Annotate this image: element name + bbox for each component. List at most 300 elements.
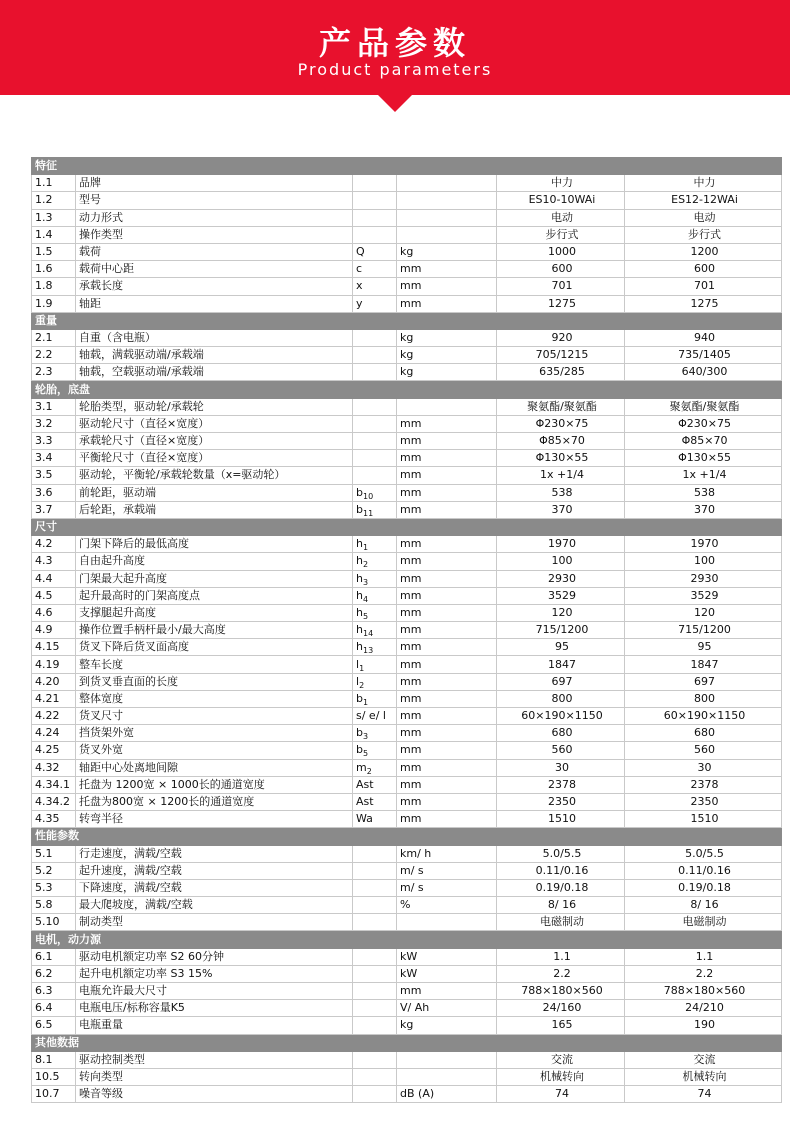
row-unit: mm (397, 622, 497, 639)
table-row (32, 690, 782, 707)
value-model-1: 2378 (497, 776, 625, 793)
value-model-1: 600 (497, 261, 625, 278)
row-label: 起升速度，满载/空载 (76, 862, 353, 879)
row-unit: mm (397, 433, 497, 450)
table-row (32, 553, 782, 570)
table-row (32, 243, 782, 260)
value-model-1: 30 (497, 759, 625, 776)
row-unit: dB (A) (397, 1086, 497, 1103)
row-number: 4.19 (32, 656, 76, 673)
value-model-1: 1510 (497, 811, 625, 828)
row-symbol (353, 862, 397, 879)
value-model-1: 电动 (497, 209, 625, 226)
row-number: 6.5 (32, 1017, 76, 1034)
row-symbol: $h_3$ (353, 570, 397, 587)
row-symbol (353, 965, 397, 982)
table-row (32, 725, 782, 742)
table-row (32, 433, 782, 450)
row-number: 4.4 (32, 570, 76, 587)
value-model-2: 2378 (625, 776, 782, 793)
row-number: 4.34.2 (32, 793, 76, 810)
table-row (32, 467, 782, 484)
value-model-2: 60×190×1150 (625, 708, 782, 725)
row-unit: mm (397, 570, 497, 587)
value-model-1: Φ130×55 (497, 450, 625, 467)
table-row (32, 295, 782, 312)
row-number: 6.4 (32, 1000, 76, 1017)
row-label: 转向类型 (76, 1068, 353, 1085)
section-title: 尺寸 (32, 518, 782, 535)
value-model-1: 中力 (497, 175, 625, 192)
row-number: 5.8 (32, 897, 76, 914)
section-header (32, 828, 782, 845)
row-unit: mm (397, 673, 497, 690)
row-label: 制动类型 (76, 914, 353, 931)
value-model-2: 538 (625, 484, 782, 501)
row-unit: mm (397, 639, 497, 656)
row-unit: mm (397, 587, 497, 604)
row-label: 最大爬坡度，满载/空载 (76, 897, 353, 914)
table-row (32, 587, 782, 604)
section-title: 特征 (32, 158, 782, 175)
row-label: 型号 (76, 192, 353, 209)
value-model-1: 机械转向 (497, 1068, 625, 1085)
section-title: 其他数据 (32, 1034, 782, 1051)
row-symbol: $b_{11}$ (353, 501, 397, 518)
value-model-1: 聚氨酯/聚氨酯 (497, 398, 625, 415)
row-unit: mm (397, 759, 497, 776)
row-label: 行走速度，满载/空载 (76, 845, 353, 862)
value-model-1: 60×190×1150 (497, 708, 625, 725)
row-unit: kW (397, 948, 497, 965)
row-symbol: Ast (353, 776, 397, 793)
row-number: 5.10 (32, 914, 76, 931)
header-banner (0, 0, 790, 95)
row-unit: kg (397, 329, 497, 346)
value-model-2: 560 (625, 742, 782, 759)
table-row (32, 484, 782, 501)
value-model-1: 1000 (497, 243, 625, 260)
row-unit (397, 914, 497, 931)
table-row (32, 398, 782, 415)
row-number: 6.3 (32, 983, 76, 1000)
row-symbol (353, 1068, 397, 1085)
section-title: 电机，动力源 (32, 931, 782, 948)
row-unit: mm (397, 450, 497, 467)
row-label: 电瓶电压/标称容量K5 (76, 1000, 353, 1017)
row-number: 4.2 (32, 536, 76, 553)
value-model-1: 370 (497, 501, 625, 518)
row-unit: mm (397, 553, 497, 570)
value-model-1: 95 (497, 639, 625, 656)
row-unit: kg (397, 347, 497, 364)
table-row (32, 793, 782, 810)
row-unit (397, 1051, 497, 1068)
table-row (32, 347, 782, 364)
row-number: 3.3 (32, 433, 76, 450)
row-number: 4.5 (32, 587, 76, 604)
row-label: 平衡轮尺寸（直径×宽度） (76, 450, 353, 467)
row-unit: kW (397, 965, 497, 982)
value-model-1: 5.0/5.5 (497, 845, 625, 862)
row-label: 托盘为800宽 × 1200长的通道宽度 (76, 793, 353, 810)
row-label: 起升电机额定功率 S3 15% (76, 965, 353, 982)
value-model-1: 2930 (497, 570, 625, 587)
value-model-1: 0.11/0.16 (497, 862, 625, 879)
row-number: 8.1 (32, 1051, 76, 1068)
row-number: 4.32 (32, 759, 76, 776)
row-unit: m/ s (397, 879, 497, 896)
row-symbol (353, 209, 397, 226)
table-row (32, 811, 782, 828)
row-label: 驱动控制类型 (76, 1051, 353, 1068)
row-number: 2.3 (32, 364, 76, 381)
row-number: 4.20 (32, 673, 76, 690)
row-number: 1.3 (32, 209, 76, 226)
row-unit: m/ s (397, 862, 497, 879)
row-symbol (353, 450, 397, 467)
row-unit (397, 1068, 497, 1085)
row-number: 1.9 (32, 295, 76, 312)
row-number: 4.35 (32, 811, 76, 828)
row-symbol: $b_{10}$ (353, 484, 397, 501)
table-row (32, 656, 782, 673)
row-number: 1.4 (32, 226, 76, 243)
row-number: 1.1 (32, 175, 76, 192)
table-row (32, 450, 782, 467)
row-label: 轴距 (76, 295, 353, 312)
table-row (32, 570, 782, 587)
row-number: 2.2 (32, 347, 76, 364)
row-label: 驱动轮尺寸（直径×宽度） (76, 415, 353, 432)
row-number: 3.7 (32, 501, 76, 518)
row-label: 品牌 (76, 175, 353, 192)
row-label: 电瓶允许最大尺寸 (76, 983, 353, 1000)
value-model-2: 步行式 (625, 226, 782, 243)
value-model-2: 中力 (625, 175, 782, 192)
row-label: 货叉外宽 (76, 742, 353, 759)
row-number: 4.6 (32, 604, 76, 621)
value-model-2: Φ85×70 (625, 433, 782, 450)
row-unit: mm (397, 295, 497, 312)
value-model-1: 1970 (497, 536, 625, 553)
row-symbol (353, 1051, 397, 1068)
row-label: 承载轮尺寸（直径×宽度） (76, 433, 353, 450)
value-model-2: 697 (625, 673, 782, 690)
row-number: 6.2 (32, 965, 76, 982)
row-symbol: $l_2$ (353, 673, 397, 690)
value-model-1: 100 (497, 553, 625, 570)
value-model-2: 8/ 16 (625, 897, 782, 914)
row-label: 载荷中心距 (76, 261, 353, 278)
row-label: 噪音等级 (76, 1086, 353, 1103)
row-number: 5.2 (32, 862, 76, 879)
row-label: 后轮距，承载端 (76, 501, 353, 518)
row-symbol (353, 1017, 397, 1034)
row-label: 起升最高时的门架高度点 (76, 587, 353, 604)
row-unit: mm (397, 690, 497, 707)
row-unit: % (397, 897, 497, 914)
row-symbol (353, 845, 397, 862)
value-model-1: 788×180×560 (497, 983, 625, 1000)
table-row (32, 226, 782, 243)
row-number: 4.24 (32, 725, 76, 742)
spec-table (31, 157, 782, 1103)
row-unit (397, 175, 497, 192)
value-model-1: 165 (497, 1017, 625, 1034)
value-model-2: 600 (625, 261, 782, 278)
value-model-2: 120 (625, 604, 782, 621)
row-label: 自由起升高度 (76, 553, 353, 570)
row-number: 4.22 (32, 708, 76, 725)
table-row (32, 1017, 782, 1034)
table-row (32, 708, 782, 725)
row-symbol: $b_1$ (353, 690, 397, 707)
value-model-2: 3529 (625, 587, 782, 604)
row-number: 3.6 (32, 484, 76, 501)
row-number: 3.5 (32, 467, 76, 484)
value-model-1: ES10-10WAi (497, 192, 625, 209)
value-model-1: 697 (497, 673, 625, 690)
value-model-1: 701 (497, 278, 625, 295)
value-model-2: 1.1 (625, 948, 782, 965)
value-model-2: 5.0/5.5 (625, 845, 782, 862)
row-label: 操作位置手柄杆最小/最大高度 (76, 622, 353, 639)
page-subtitle: Product parameters (297, 60, 493, 79)
row-label: 托盘为 1200宽 × 1000长的通道宽度 (76, 776, 353, 793)
row-unit: mm (397, 742, 497, 759)
value-model-2: 788×180×560 (625, 983, 782, 1000)
section-title: 性能参数 (32, 828, 782, 845)
row-unit (397, 209, 497, 226)
row-unit: kg (397, 243, 497, 260)
value-model-2: 1510 (625, 811, 782, 828)
row-number: 4.34.1 (32, 776, 76, 793)
table-row (32, 501, 782, 518)
row-symbol: $l_1$ (353, 656, 397, 673)
value-model-2: 机械转向 (625, 1068, 782, 1085)
row-symbol (353, 192, 397, 209)
value-model-2: 680 (625, 725, 782, 742)
value-model-2: 0.19/0.18 (625, 879, 782, 896)
value-model-1: 800 (497, 690, 625, 707)
value-model-1: Φ85×70 (497, 433, 625, 450)
page-title: 产品参数 (318, 24, 471, 62)
row-symbol (353, 175, 397, 192)
row-number: 1.6 (32, 261, 76, 278)
row-number: 1.5 (32, 243, 76, 260)
row-label: 载荷 (76, 243, 353, 260)
value-model-2: 640/300 (625, 364, 782, 381)
table-row (32, 1068, 782, 1085)
row-symbol (353, 433, 397, 450)
row-unit: mm (397, 983, 497, 1000)
row-unit: mm (397, 793, 497, 810)
row-unit: km/ h (397, 845, 497, 862)
table-row (32, 759, 782, 776)
value-model-1: 2350 (497, 793, 625, 810)
table-row (32, 639, 782, 656)
row-label: 自重（含电瓶） (76, 329, 353, 346)
row-label: 支撑腿起升高度 (76, 604, 353, 621)
row-symbol: $h_{14}$ (353, 622, 397, 639)
value-model-2: 95 (625, 639, 782, 656)
row-symbol: $h_{13}$ (353, 639, 397, 656)
value-model-1: 电磁制动 (497, 914, 625, 931)
row-unit: mm (397, 776, 497, 793)
row-label: 挡货架外宽 (76, 725, 353, 742)
row-label: 货叉下降后货叉面高度 (76, 639, 353, 656)
table-row (32, 983, 782, 1000)
section-title: 重量 (32, 312, 782, 329)
section-title: 轮胎，底盘 (32, 381, 782, 398)
row-symbol (353, 398, 397, 415)
value-model-2: 940 (625, 329, 782, 346)
value-model-1: 2.2 (497, 965, 625, 982)
row-symbol (353, 879, 397, 896)
row-label: 转弯半径 (76, 811, 353, 828)
value-model-1: 0.19/0.18 (497, 879, 625, 896)
row-label: 驱动电机额定功率 S2 60分钟 (76, 948, 353, 965)
value-model-1: 705/1215 (497, 347, 625, 364)
row-symbol (353, 1000, 397, 1017)
row-number: 1.8 (32, 278, 76, 295)
row-number: 5.3 (32, 879, 76, 896)
value-model-2: 1275 (625, 295, 782, 312)
value-model-2: 1847 (625, 656, 782, 673)
value-model-1: 560 (497, 742, 625, 759)
row-label: 轮胎类型，驱动轮/承载轮 (76, 398, 353, 415)
value-model-2: Φ130×55 (625, 450, 782, 467)
value-model-2: 电磁制动 (625, 914, 782, 931)
row-label: 下降速度，满载/空载 (76, 879, 353, 896)
row-label: 门架最大起升高度 (76, 570, 353, 587)
table-row (32, 845, 782, 862)
value-model-2: 电动 (625, 209, 782, 226)
table-row (32, 364, 782, 381)
section-header (32, 518, 782, 535)
row-symbol: $h_1$ (353, 536, 397, 553)
table-row (32, 897, 782, 914)
row-number: 10.5 (32, 1068, 76, 1085)
row-unit: mm (397, 708, 497, 725)
value-model-1: 1847 (497, 656, 625, 673)
row-unit (397, 192, 497, 209)
row-number: 6.1 (32, 948, 76, 965)
table-row (32, 278, 782, 295)
row-symbol (353, 983, 397, 1000)
value-model-2: 735/1405 (625, 347, 782, 364)
table-row (32, 948, 782, 965)
value-model-1: 8/ 16 (497, 897, 625, 914)
value-model-2: 74 (625, 1086, 782, 1103)
row-symbol (353, 329, 397, 346)
value-model-2: 800 (625, 690, 782, 707)
value-model-2: 0.11/0.16 (625, 862, 782, 879)
table-row (32, 776, 782, 793)
row-symbol (353, 415, 397, 432)
value-model-2: 2.2 (625, 965, 782, 982)
row-symbol: $h_5$ (353, 604, 397, 621)
value-model-2: 100 (625, 553, 782, 570)
value-model-2: Φ230×75 (625, 415, 782, 432)
value-model-2: 370 (625, 501, 782, 518)
row-symbol (353, 347, 397, 364)
row-number: 4.21 (32, 690, 76, 707)
table-row (32, 1086, 782, 1103)
value-model-2: 715/1200 (625, 622, 782, 639)
row-unit: mm (397, 415, 497, 432)
row-number: 4.9 (32, 622, 76, 639)
row-number: 4.25 (32, 742, 76, 759)
value-model-1: 680 (497, 725, 625, 742)
row-unit: mm (397, 501, 497, 518)
value-model-1: 1.1 (497, 948, 625, 965)
value-model-2: 2930 (625, 570, 782, 587)
row-label: 动力形式 (76, 209, 353, 226)
row-unit: mm (397, 604, 497, 621)
banner-notch (378, 95, 412, 112)
value-model-1: 120 (497, 604, 625, 621)
row-unit: mm (397, 536, 497, 553)
row-unit (397, 226, 497, 243)
table-row (32, 862, 782, 879)
row-label: 前轮距，驱动端 (76, 484, 353, 501)
row-label: 轴载，满载驱动端/承载端 (76, 347, 353, 364)
row-number: 3.4 (32, 450, 76, 467)
row-symbol (353, 1086, 397, 1103)
table-row (32, 329, 782, 346)
table-row (32, 1000, 782, 1017)
row-label: 轴载，空载驱动端/承载端 (76, 364, 353, 381)
value-model-1: 635/285 (497, 364, 625, 381)
row-symbol: Wa (353, 811, 397, 828)
value-model-1: Φ230×75 (497, 415, 625, 432)
row-label: 电瓶重量 (76, 1017, 353, 1034)
row-label: 到货叉垂直面的长度 (76, 673, 353, 690)
table-row (32, 622, 782, 639)
row-label: 门架下降后的最低高度 (76, 536, 353, 553)
row-number: 4.3 (32, 553, 76, 570)
value-model-2: 190 (625, 1017, 782, 1034)
table-row (32, 879, 782, 896)
row-label: 驱动轮，平衡轮/承载轮数量（x=驱动轮） (76, 467, 353, 484)
row-symbol: $h_4$ (353, 587, 397, 604)
value-model-1: 1275 (497, 295, 625, 312)
row-unit: mm (397, 484, 497, 501)
row-unit: mm (397, 811, 497, 828)
table-row (32, 914, 782, 931)
value-model-1: 交流 (497, 1051, 625, 1068)
table-row (32, 742, 782, 759)
value-model-2: 1970 (625, 536, 782, 553)
row-label: 整体宽度 (76, 690, 353, 707)
row-symbol: $b_3$ (353, 725, 397, 742)
table-row (32, 261, 782, 278)
row-label: 整车长度 (76, 656, 353, 673)
row-symbol (353, 948, 397, 965)
section-header (32, 312, 782, 329)
row-unit: kg (397, 364, 497, 381)
section-header (32, 381, 782, 398)
row-unit: mm (397, 278, 497, 295)
row-symbol: $h_2$ (353, 553, 397, 570)
row-symbol: s/ e/ l (353, 708, 397, 725)
row-symbol (353, 467, 397, 484)
row-number: 10.7 (32, 1086, 76, 1103)
table-row (32, 536, 782, 553)
row-unit: mm (397, 725, 497, 742)
